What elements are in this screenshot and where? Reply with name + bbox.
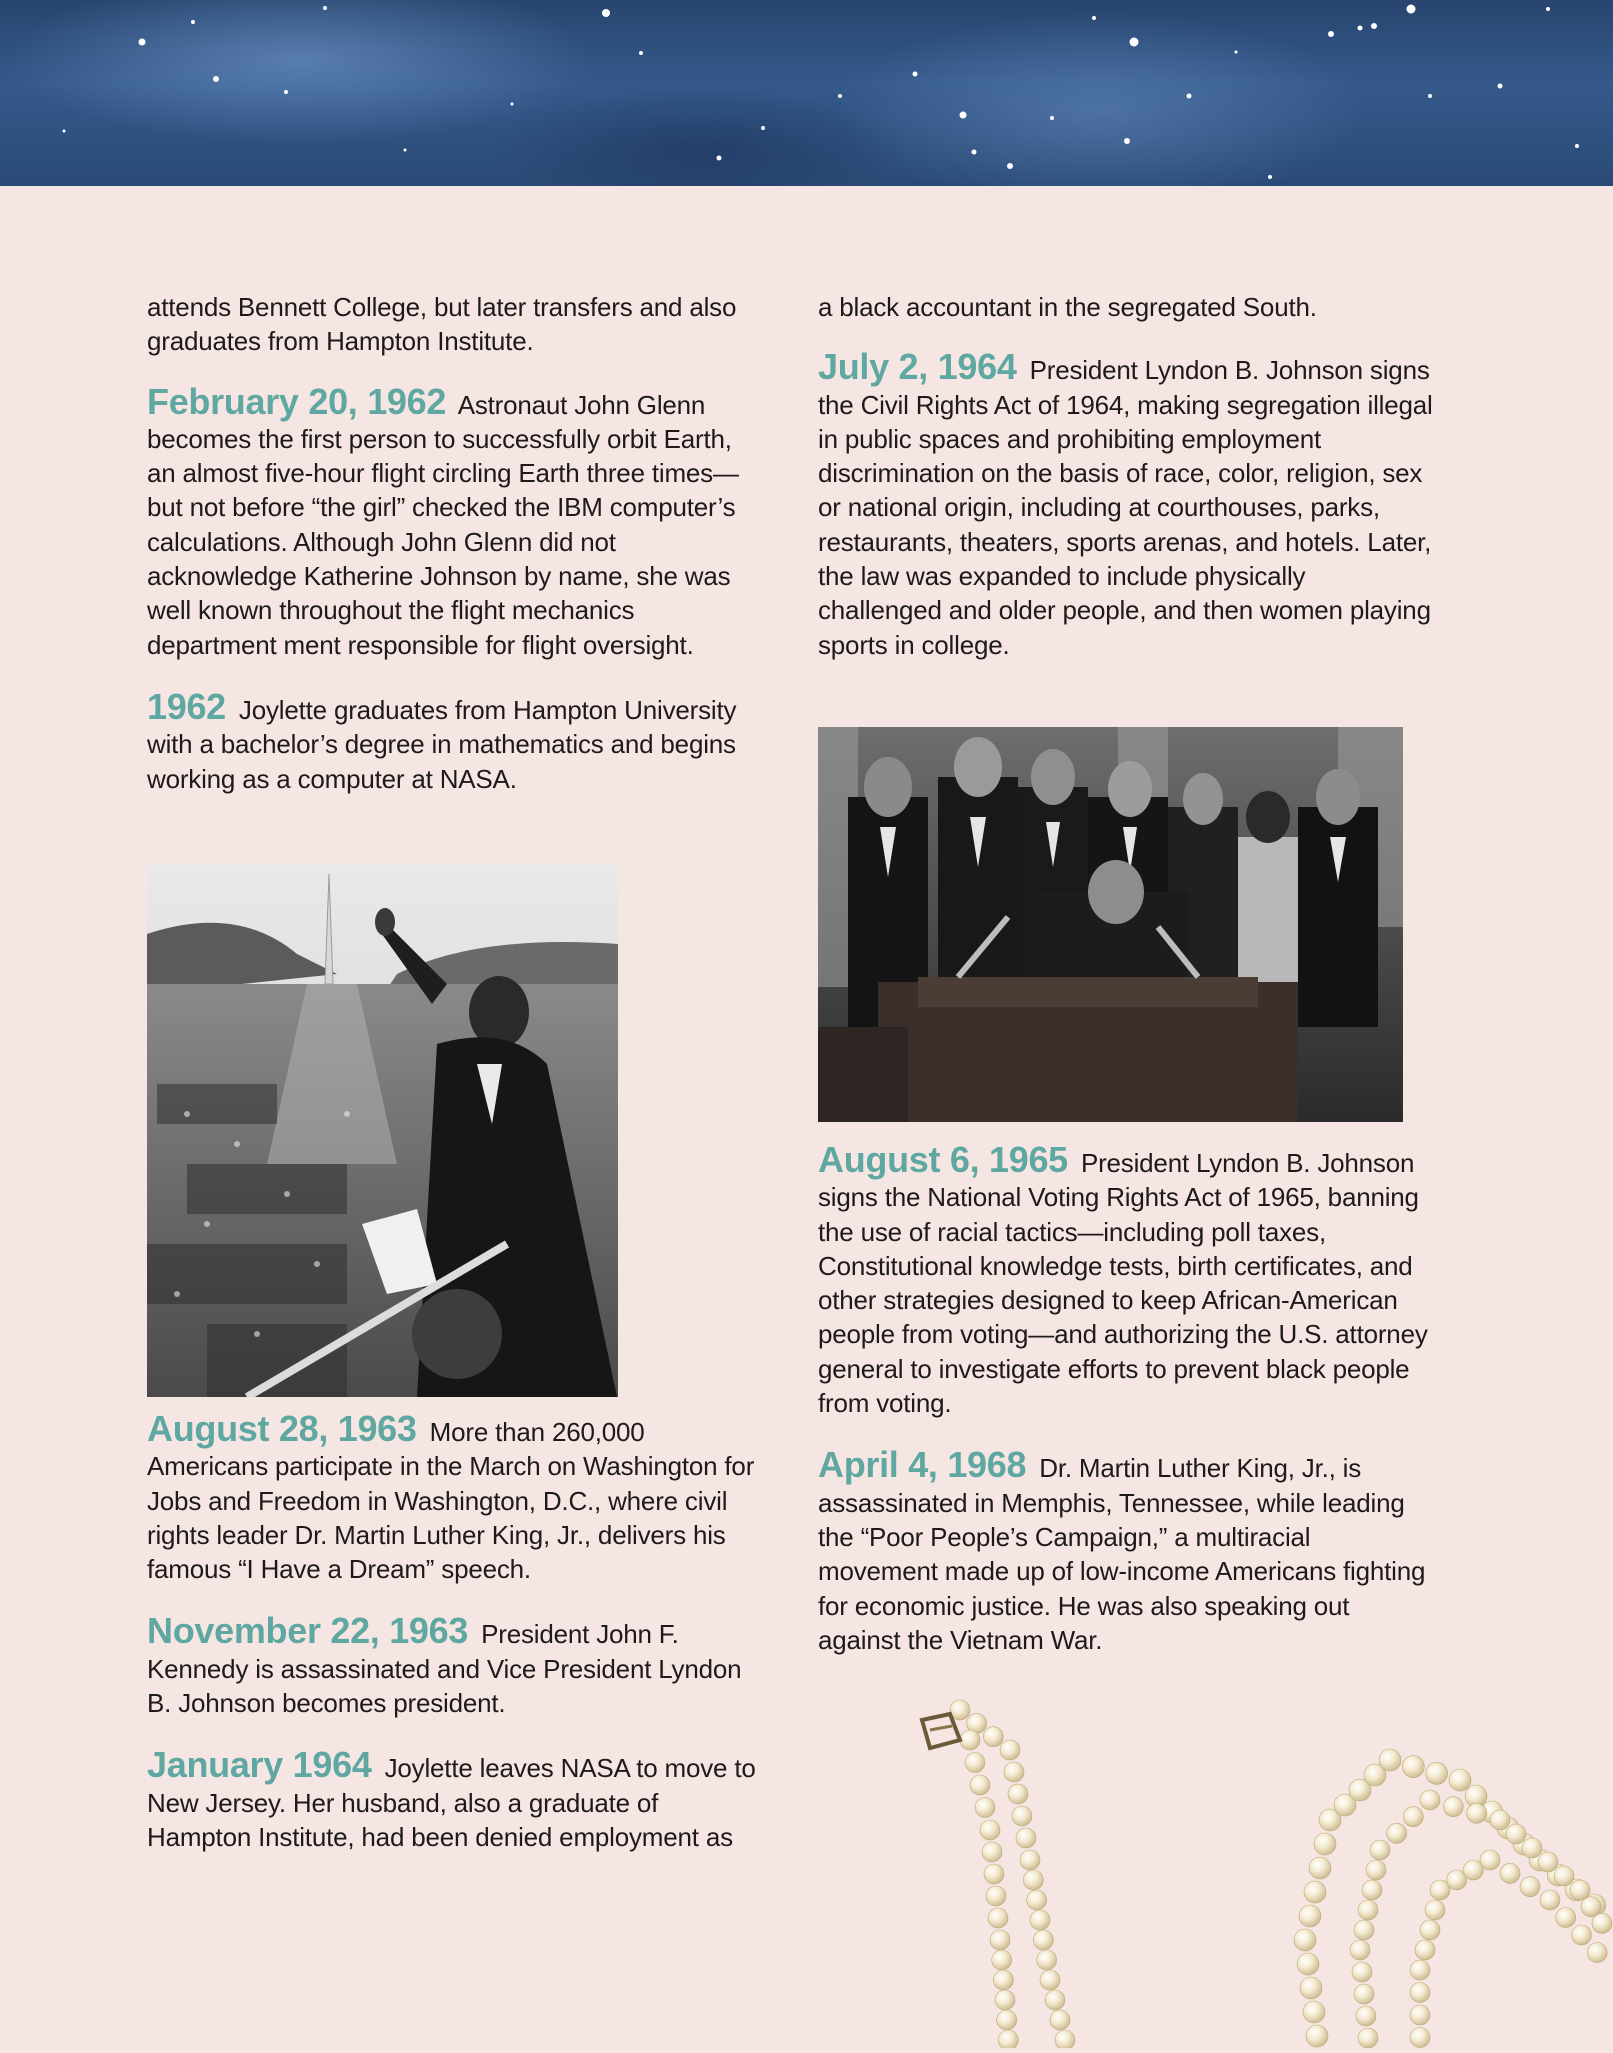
left-column <box>147 290 762 796</box>
timeline-entry <box>147 380 762 662</box>
entry-date: August 6, 1965 <box>818 1139 1068 1180</box>
entry-date: January 1964 <box>147 1744 372 1786</box>
right-column-lower <box>818 1139 1433 1657</box>
right-column <box>818 290 1433 662</box>
entry-date: August 28, 1963 <box>147 1408 417 1449</box>
right-intro-text: a black accountant in the segregated South. <box>818 292 1317 322</box>
clasp-icon <box>922 1714 960 1748</box>
pearl-necklace-decoration <box>900 1680 1613 2048</box>
timeline-entry <box>147 1610 762 1720</box>
starry-sky-banner <box>0 0 1613 186</box>
left-column-lower <box>147 1408 762 1854</box>
entry-date: November 22, 1963 <box>147 1610 469 1652</box>
entry-text: Dr. Martin Luther King, Jr., is assassinated in Memphis, Tennessee, while leading the “Poor People’s Campaign,” a multiracial movement made up of low-income Americans fighting for economic justice. He was also speaking out against the Vietnam War. <box>818 1453 1426 1655</box>
entry-date: April 4, 1968 <box>818 1444 1027 1486</box>
timeline-entry <box>818 1444 1433 1657</box>
entry-text: Joylette graduates from Hampton University with a bachelor’s degree in mathematics and begins working as a computer at NASA. <box>147 694 737 794</box>
left-intro-text: attends Bennett College, but later transfers and also graduates from Hampton Institute. <box>147 292 737 357</box>
timeline-entry <box>818 1139 1433 1420</box>
entry-text: President Lyndon B. Johnson signs the National Voting Rights Act of 1965, banning the use of racial tactics—including poll taxes, Constitutional knowledge tests, birth certificates, and other strategies designed to keep African-American people from voting—and authorizing the U.S. attorney general to investigate efforts to prevent black people from voting. <box>818 1148 1428 1419</box>
entry-date: February 20, 1962 <box>147 380 447 422</box>
timeline-entry <box>147 1744 762 1854</box>
civil-rights-act-signing-photo <box>818 727 1403 1122</box>
entry-text: President Lyndon B. Johnson signs the Civil Rights Act of 1964, making segregation illegal in public spaces and prohibiting employment discrimination on the basis of race, color, religion, sex or national origin, including at courthouses, parks, restaurants, theaters, sports arenas, and hotels. Later, the law was expanded to include physically challenged and older people, and then women playing sports in college. <box>818 355 1433 660</box>
entry-date: July 2, 1964 <box>818 346 1017 388</box>
march-on-washington-photo <box>147 864 618 1397</box>
entry-text: Joylette leaves NASA to move to New Jersey. Her husband, also a graduate of Hampton Institute, had been denied employment as <box>147 1753 756 1852</box>
timeline-entry <box>147 685 762 796</box>
timeline-entry <box>818 346 1433 662</box>
entry-text: More than 260,000 Americans participate in the March on Washington for Jobs and Freedom in Washington, D.C., where civil rights leader Dr. Martin Luther King, Jr., delivers his famous “I Have a Dream” speech. <box>147 1417 755 1585</box>
entry-date: 1962 <box>147 685 226 727</box>
timeline-entry <box>147 1408 762 1586</box>
entry-text: Astronaut John Glenn becomes the first person to successfully orbit Earth, an almost five-hour flight circling Earth three times—but not before “the girl” checked the IBM computer’s calculations. Although John Glenn did not acknowledge Katherine Johnson by name, she was well known throughout the flight mechanics department ment responsible for flight oversight. <box>147 389 739 660</box>
entry-text: President John F. Kennedy is assassinated and Vice President Lyndon B. Johnson becomes president. <box>147 1619 742 1719</box>
